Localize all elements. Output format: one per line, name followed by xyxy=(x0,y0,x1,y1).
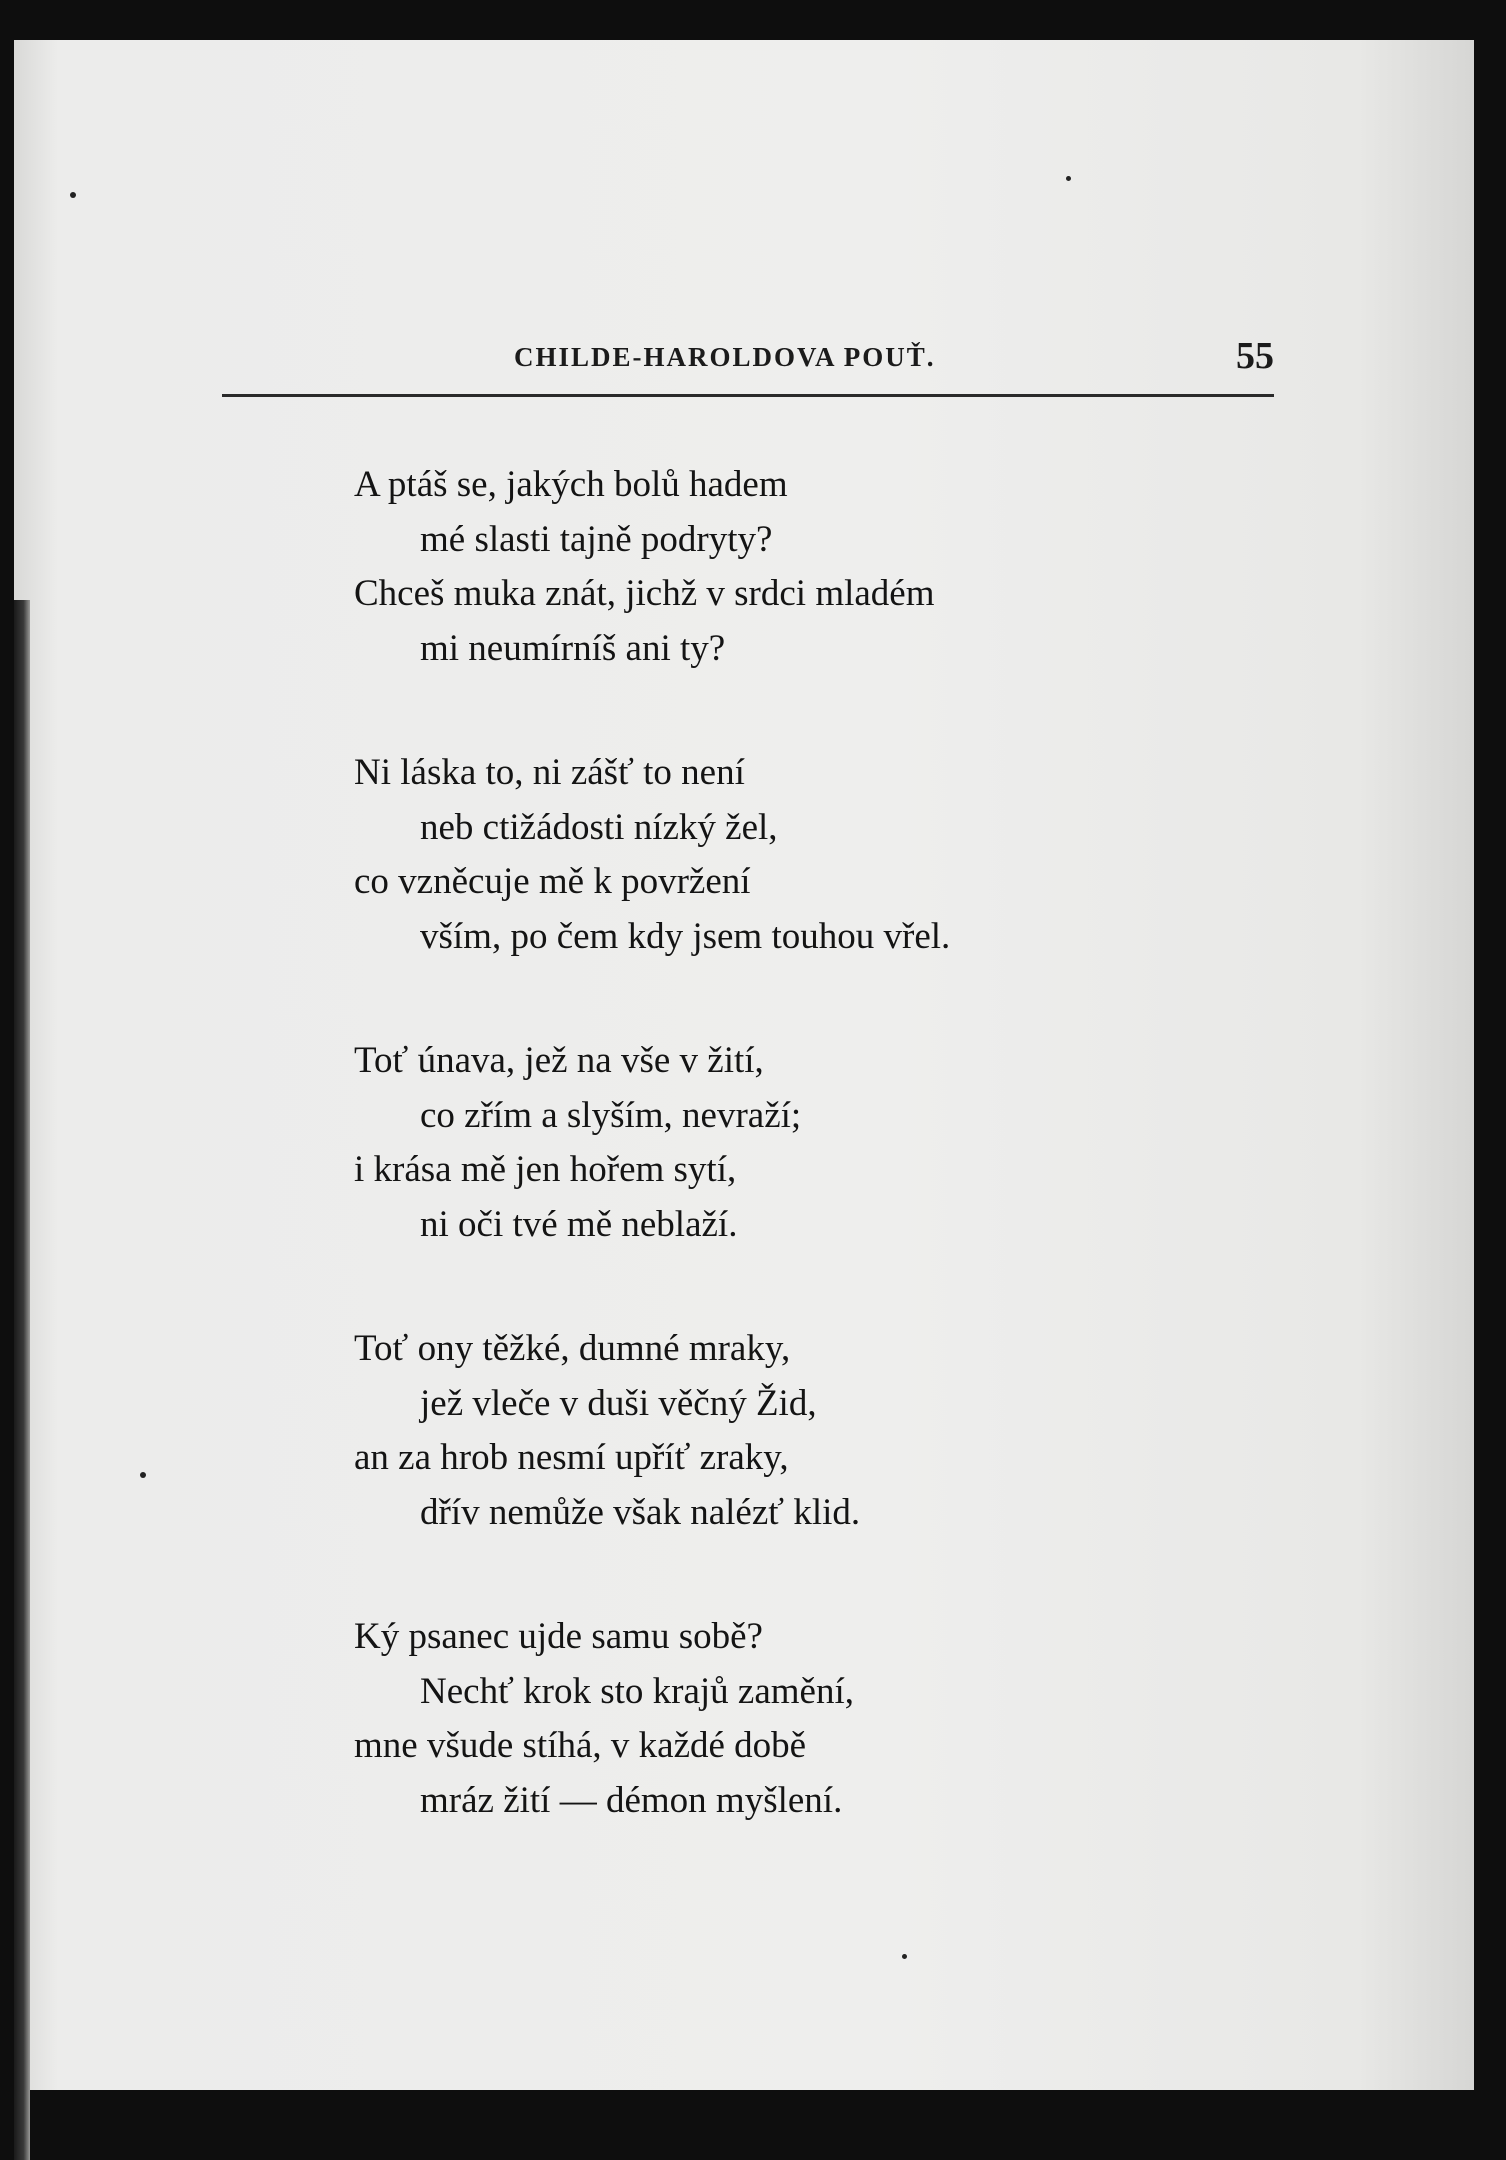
verse-line: Ni láska to, ni zášť to není xyxy=(354,752,745,793)
verse-line: ni oči tvé mě neblaží. xyxy=(420,1203,738,1245)
print-speck xyxy=(140,1472,146,1478)
stanza xyxy=(354,746,1174,964)
poem-body xyxy=(354,458,1174,1898)
verse-line: co vzněcuje mě k povržení xyxy=(354,861,751,902)
page-number: 55 xyxy=(1236,335,1274,377)
verse-line: vším, po čem kdy jsem touhou vřel. xyxy=(420,915,951,957)
verse-line: co zřím a slyším, nevraží; xyxy=(420,1094,802,1136)
verse-line: jež vleče v duši věčný Žid, xyxy=(420,1382,817,1424)
stanza xyxy=(354,458,1174,676)
verse-line: mne všude stíhá, v každé době xyxy=(354,1725,807,1766)
verse-line: Toť ony těžké, dumné mraky, xyxy=(354,1328,791,1369)
stanza xyxy=(354,1322,1174,1540)
book-page xyxy=(14,40,1474,2090)
running-title: CHILDE-HAROLDOVA POUŤ. xyxy=(514,342,936,372)
stanza xyxy=(354,1610,1174,1828)
verse-line: Chceš muka znát, jichž v srdci mladém xyxy=(354,573,935,614)
verse-line: an za hrob nesmí upříť zraky, xyxy=(354,1437,789,1478)
print-speck xyxy=(1066,176,1071,181)
verse-line: mi neumírníš ani ty? xyxy=(420,627,726,669)
page-gutter-edge xyxy=(14,600,30,2160)
verse-line: dřív nemůže však nalézť klid. xyxy=(420,1491,861,1533)
verse-line: neb ctižádosti nízký žel, xyxy=(420,806,778,848)
verse-line: Toť únava, jež na vše v žití, xyxy=(354,1040,764,1081)
print-speck xyxy=(902,1954,907,1959)
verse-line: A ptáš se, jakých bolů hadem xyxy=(354,464,788,505)
verse-line: mé slasti tajně podryty? xyxy=(420,518,773,560)
running-header xyxy=(222,330,1274,382)
print-speck xyxy=(70,192,76,198)
verse-line: Nechť krok sto krajů zamění, xyxy=(420,1670,854,1712)
stanza xyxy=(354,1034,1174,1252)
verse-line: Ký psanec ujde samu sobě? xyxy=(354,1616,763,1657)
verse-line: mráz žití — démon myšlení. xyxy=(420,1779,843,1821)
header-rule xyxy=(222,394,1274,397)
verse-line: i krása mě jen hořem sytí, xyxy=(354,1149,737,1190)
